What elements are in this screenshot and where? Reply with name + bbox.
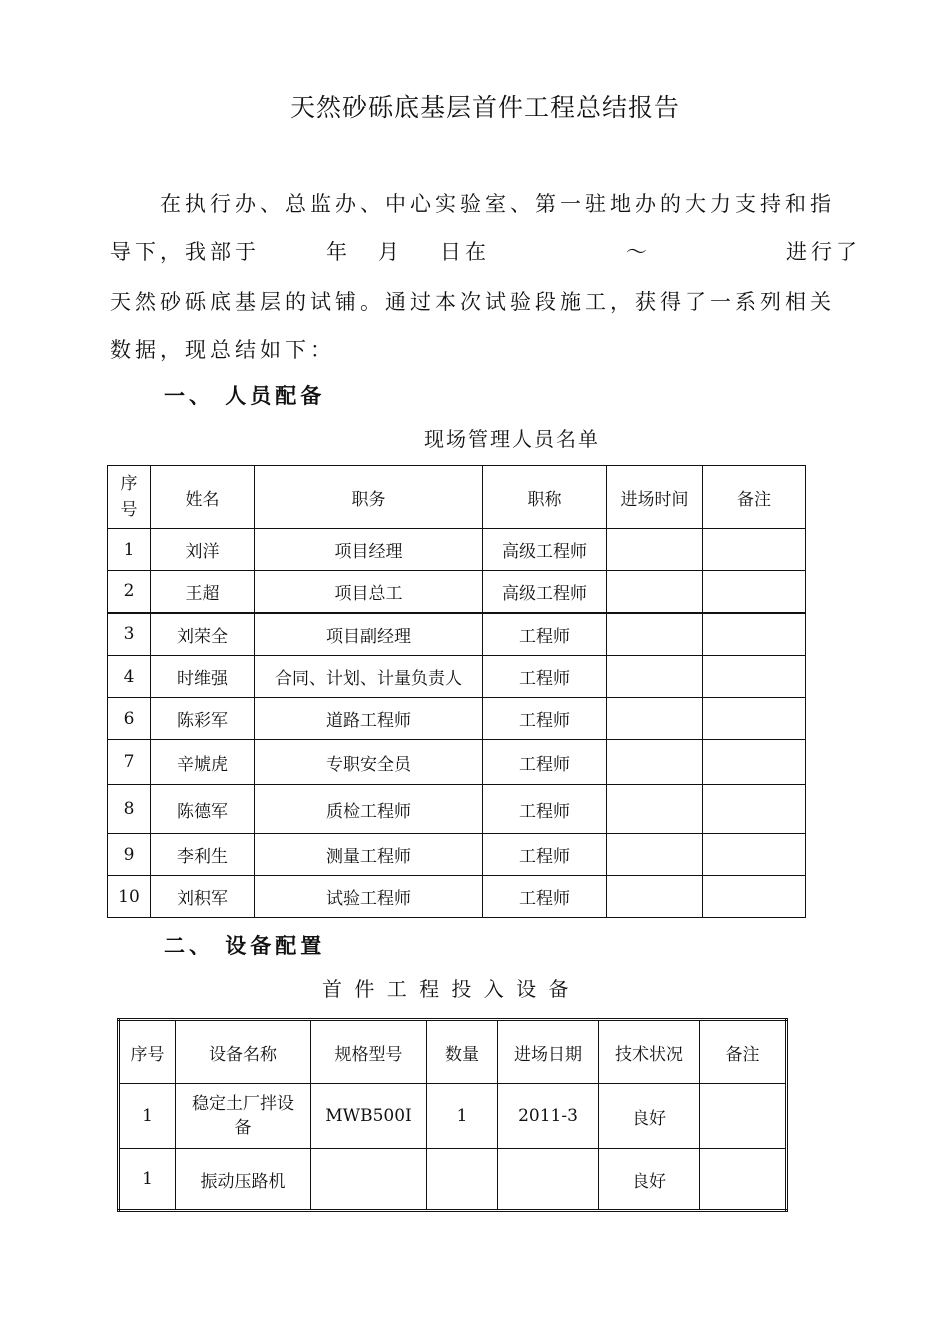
intro-line-3: 天然砂砾底基层的试铺。通过本次试验段施工，获得了一系列相关 xyxy=(110,290,835,314)
row-date xyxy=(607,876,703,918)
row-no: 4 xyxy=(108,656,151,698)
header-cell: 备注 xyxy=(703,466,806,529)
row-title: 工程师 xyxy=(483,698,607,740)
intro-line-1: 在执行办、总监办、中心实验室、第一驻地办的大力支持和指 xyxy=(160,192,835,216)
row-date xyxy=(498,1149,599,1211)
row-name: 陈彩军 xyxy=(151,698,255,740)
header-cell: 职务 xyxy=(255,466,483,529)
row-title: 工程师 xyxy=(483,613,607,656)
table-row xyxy=(119,1149,787,1211)
intro-month-label: 月 xyxy=(378,240,403,264)
row-duty: 道路工程师 xyxy=(255,698,483,740)
row-note xyxy=(703,571,806,613)
row-no: 8 xyxy=(108,785,151,834)
row-note xyxy=(703,613,806,656)
equipment-table-header xyxy=(119,1020,787,1084)
row-title: 工程师 xyxy=(483,834,607,876)
row-title: 工程师 xyxy=(483,876,607,918)
row-title: 工程师 xyxy=(483,656,607,698)
table-row xyxy=(119,1084,787,1149)
row-duty: 合同、计划、计量负责人 xyxy=(255,656,483,698)
row-no: 2 xyxy=(108,571,151,613)
row-no: 1 xyxy=(119,1084,176,1149)
row-title: 高级工程师 xyxy=(483,529,607,571)
header-cell: 技术状况 xyxy=(599,1020,700,1084)
row-date xyxy=(607,656,703,698)
row-equipment-name: 稳定土厂拌设备 xyxy=(176,1084,311,1149)
row-note xyxy=(703,656,806,698)
row-no: 3 xyxy=(108,613,151,656)
equipment-table xyxy=(117,1018,788,1212)
section-1-heading: 一、 人员配备 xyxy=(164,384,326,408)
page-title: 天然砂砾底基层首件工程总结报告 xyxy=(289,93,680,122)
row-note xyxy=(703,834,806,876)
row-name: 陈德军 xyxy=(151,785,255,834)
row-duty: 试验工程师 xyxy=(255,876,483,918)
header-cell: 进场日期 xyxy=(498,1020,599,1084)
row-name: 刘洋 xyxy=(151,529,255,571)
header-cell: 序 号 xyxy=(108,466,151,529)
header-cell: 设备名称 xyxy=(176,1020,311,1084)
row-name: 时维强 xyxy=(151,656,255,698)
row-title: 工程师 xyxy=(483,785,607,834)
row-duty: 质检工程师 xyxy=(255,785,483,834)
row-no: 7 xyxy=(108,740,151,785)
row-no: 1 xyxy=(119,1149,176,1211)
row-equipment-name: 振动压路机 xyxy=(176,1149,311,1211)
row-date xyxy=(607,529,703,571)
staff-table xyxy=(107,465,806,918)
row-name: 辛虓虎 xyxy=(151,740,255,785)
intro-range-sign: ～ xyxy=(626,240,651,264)
row-no: 6 xyxy=(108,698,151,740)
table-row xyxy=(108,613,806,656)
row-name: 刘积军 xyxy=(151,876,255,918)
row-note xyxy=(703,740,806,785)
section-2-heading: 二、 设备配置 xyxy=(164,934,326,958)
row-note xyxy=(700,1149,787,1211)
header-cell: 序号 xyxy=(119,1020,176,1084)
table-row xyxy=(108,529,806,571)
row-duty: 测量工程师 xyxy=(255,834,483,876)
intro-day-label: 日在 xyxy=(440,240,490,264)
row-date xyxy=(607,698,703,740)
row-name: 刘荣全 xyxy=(151,613,255,656)
header-cell: 职称 xyxy=(483,466,607,529)
row-duty: 项目经理 xyxy=(255,529,483,571)
intro-line-4: 数据，现总结如下： xyxy=(110,338,335,362)
row-date xyxy=(607,834,703,876)
row-date: 2011-3 xyxy=(498,1084,599,1149)
row-status: 良好 xyxy=(599,1149,700,1211)
staff-table-caption: 现场管理人员名单 xyxy=(424,427,600,451)
intro-line-2f: 进行了 xyxy=(786,240,861,264)
intro-line-2a: 导下，我部于 xyxy=(110,240,260,264)
row-note xyxy=(703,785,806,834)
table-row xyxy=(108,656,806,698)
row-duty: 项目总工 xyxy=(255,571,483,613)
staff-table-header xyxy=(108,466,806,529)
row-model: MWB500I xyxy=(311,1084,427,1149)
table-row xyxy=(108,785,806,834)
table-row xyxy=(108,571,806,613)
row-no: 10 xyxy=(108,876,151,918)
row-date xyxy=(607,613,703,656)
table-row xyxy=(108,698,806,740)
row-title: 工程师 xyxy=(483,740,607,785)
header-cell: 数量 xyxy=(427,1020,498,1084)
row-note xyxy=(703,876,806,918)
row-status: 良好 xyxy=(599,1084,700,1149)
row-name: 王超 xyxy=(151,571,255,613)
table-row xyxy=(108,834,806,876)
header-cell: 备注 xyxy=(700,1020,787,1084)
row-duty: 项目副经理 xyxy=(255,613,483,656)
row-duty: 专职安全员 xyxy=(255,740,483,785)
row-note xyxy=(700,1084,787,1149)
table-row xyxy=(108,740,806,785)
row-qty xyxy=(427,1149,498,1211)
row-title: 高级工程师 xyxy=(483,571,607,613)
intro-year-label: 年 xyxy=(326,240,351,264)
row-no: 1 xyxy=(108,529,151,571)
row-model xyxy=(311,1149,427,1211)
header-cell: 姓名 xyxy=(151,466,255,529)
row-note xyxy=(703,698,806,740)
row-note xyxy=(703,529,806,571)
table-row xyxy=(108,876,806,918)
row-qty: 1 xyxy=(427,1084,498,1149)
row-date xyxy=(607,740,703,785)
equipment-table-caption: 首 件 工 程 投 入 设 备 xyxy=(322,977,572,1001)
row-name: 李利生 xyxy=(151,834,255,876)
header-cell: 进场时间 xyxy=(607,466,703,529)
row-date xyxy=(607,785,703,834)
row-no: 9 xyxy=(108,834,151,876)
header-cell: 规格型号 xyxy=(311,1020,427,1084)
row-date xyxy=(607,571,703,613)
